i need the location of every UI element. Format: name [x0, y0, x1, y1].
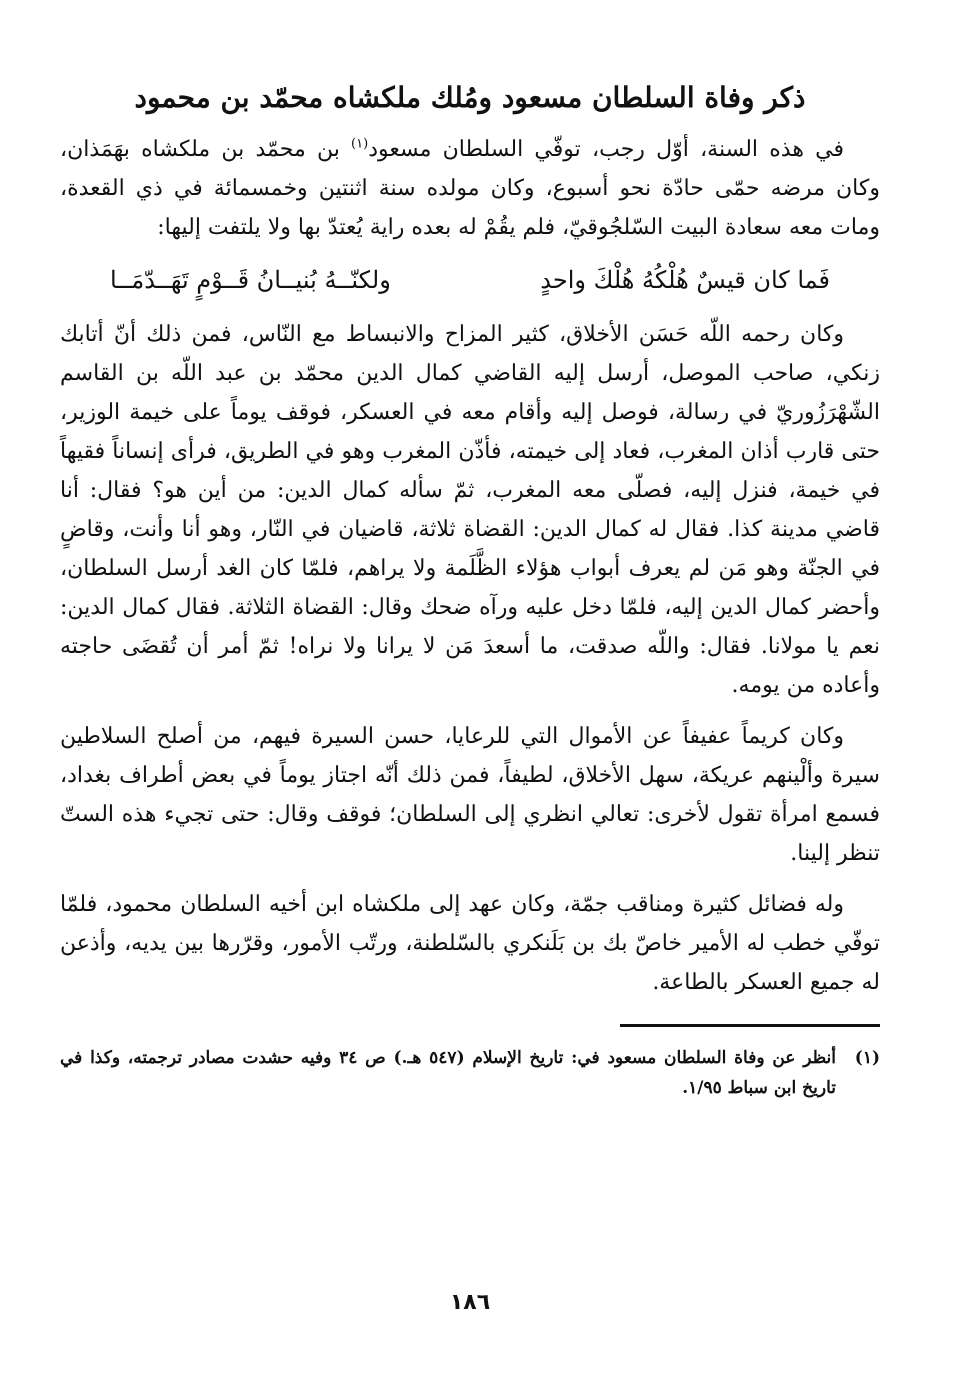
verse-second-hemistich: ولكنّــهُ بُنيــانُ قَــوْمٍ تَهَــدّمَــا — [110, 266, 391, 294]
paragraph-4 — [60, 885, 880, 1002]
paragraph-2-text: وكان رحمه اللّه حَسَن الأخلاق، كثير المزاح والانبساط مع النّاس، فمن ذلك أنّ أتابك زنكي، صاحب الموصل، أرسل إليه القاضي كمال الدين محمّد بن عبد اللّه بن القاسم الشّهْرَزُوريّ في رسالة، فوصل إليه وأقام معه في العسكر، فوقف يوماً على خيمة الوزير، حتى قارب أذان المغرب، فعاد إلى خيمته، فأذّن المغرب وهو في الطريق، فرأى إنساناً فقيهاً في خيمة، فنزل إليه، فصلّى معه المغرب، ثمّ سأله كمال الدين: من أين هو؟ فقال: أنا قاضي مدينة كذا. فقال له كمال الدين: القضاة ثلاثة، قاضيان في النّار، وهو أنا وأنت، وقاضٍ في الجنّة وهو مَن لم يعرف أبواب هؤلاء الظَّلَمة ولا يراهم، فلمّا كان الغد أرسل السلطان، وأحضر كمال الدين إليه، فلمّا دخل عليه ورآه ضحك وقال: القضاة الثلاثة. فقال كمال الدين: نعم يا مولانا. فقال: واللّه صدقت، ما أسعدَ مَن لا يرانا ولا نراه! ثمّ أمر أن تُقضَى حاجته وأعاده من يومه. — [60, 322, 880, 698]
footnote — [60, 1043, 880, 1103]
paragraph-4-text: وله فضائل كثيرة ومناقب جمّة، وكان عهد إلى ملكشاه ابن أخيه السلطان محمود، فلمّا توفّي خطب له الأمير خاصّ بك بن بَلَنكري بالسّلطنة، ورتّب الأمور، وقرّرها بين يديه، وأذعن له جميع العسكر بالطاعة. — [60, 892, 880, 995]
chapter-title: ذكر وفاة السلطان مسعود ومُلك ملكشاه محمّد بن محمود — [134, 81, 806, 114]
paragraph-2 — [60, 315, 880, 705]
footnote-divider — [620, 1024, 880, 1027]
paragraph-1 — [60, 130, 880, 247]
paragraph-1-text-start: في هذه السنة، أوّل رجب، توفّي السلطان مسعود — [368, 137, 844, 162]
paragraph-1-text-end: بن محمّد بن ملكشاه بهَمَذان، وكان مرضه حمّى حادّة نحو أسبوع، وكان مولده سنة اثنتين وخمسمائة في ذي القعدة، ومات معه سعادة البيت السّلجُوقيّ، فلم يقُمْ له بعده راية يُعتدّ بها ولا يلتفت إليها: — [60, 137, 880, 240]
footnote-number: (١) — [854, 1048, 880, 1068]
verse-first-hemistich: فَما كان قيسٌ هُلْكُهُ هُلْكَ واحدٍ — [540, 266, 830, 294]
page-number: ١٨٦ — [449, 1290, 491, 1315]
book-page — [60, 70, 880, 1360]
footnote-text: أنظر عن وفاة السلطان مسعود في: تاريخ الإسلام (٥٤٧ هـ.) ص ٣٤ وفيه حشدت مصادر ترجمته، وكذا في تاريخ ابن سباط ١/٩٥. — [60, 1048, 836, 1098]
poetry-verse — [110, 259, 830, 301]
paragraph-3-text: وكان كريماً عفيفاً عن الأموال التي للرعايا، حسن السيرة فيهم، من أصلح السلاطين سيرة وألْينهم عريكة، سهل الأخلاق، لطيفاً، فمن ذلك أنّه اجتاز يوماً في بعض أطراف بغداد، فسمع امرأة تقول لأخرى: تعالي انظري إلى السلطان؛ فوقف وقال: حتى تجيء هذه الستّ تنظر إلينا. — [60, 724, 880, 866]
footnote-reference[interactable]: (١) — [351, 136, 369, 152]
paragraph-3 — [60, 717, 880, 873]
